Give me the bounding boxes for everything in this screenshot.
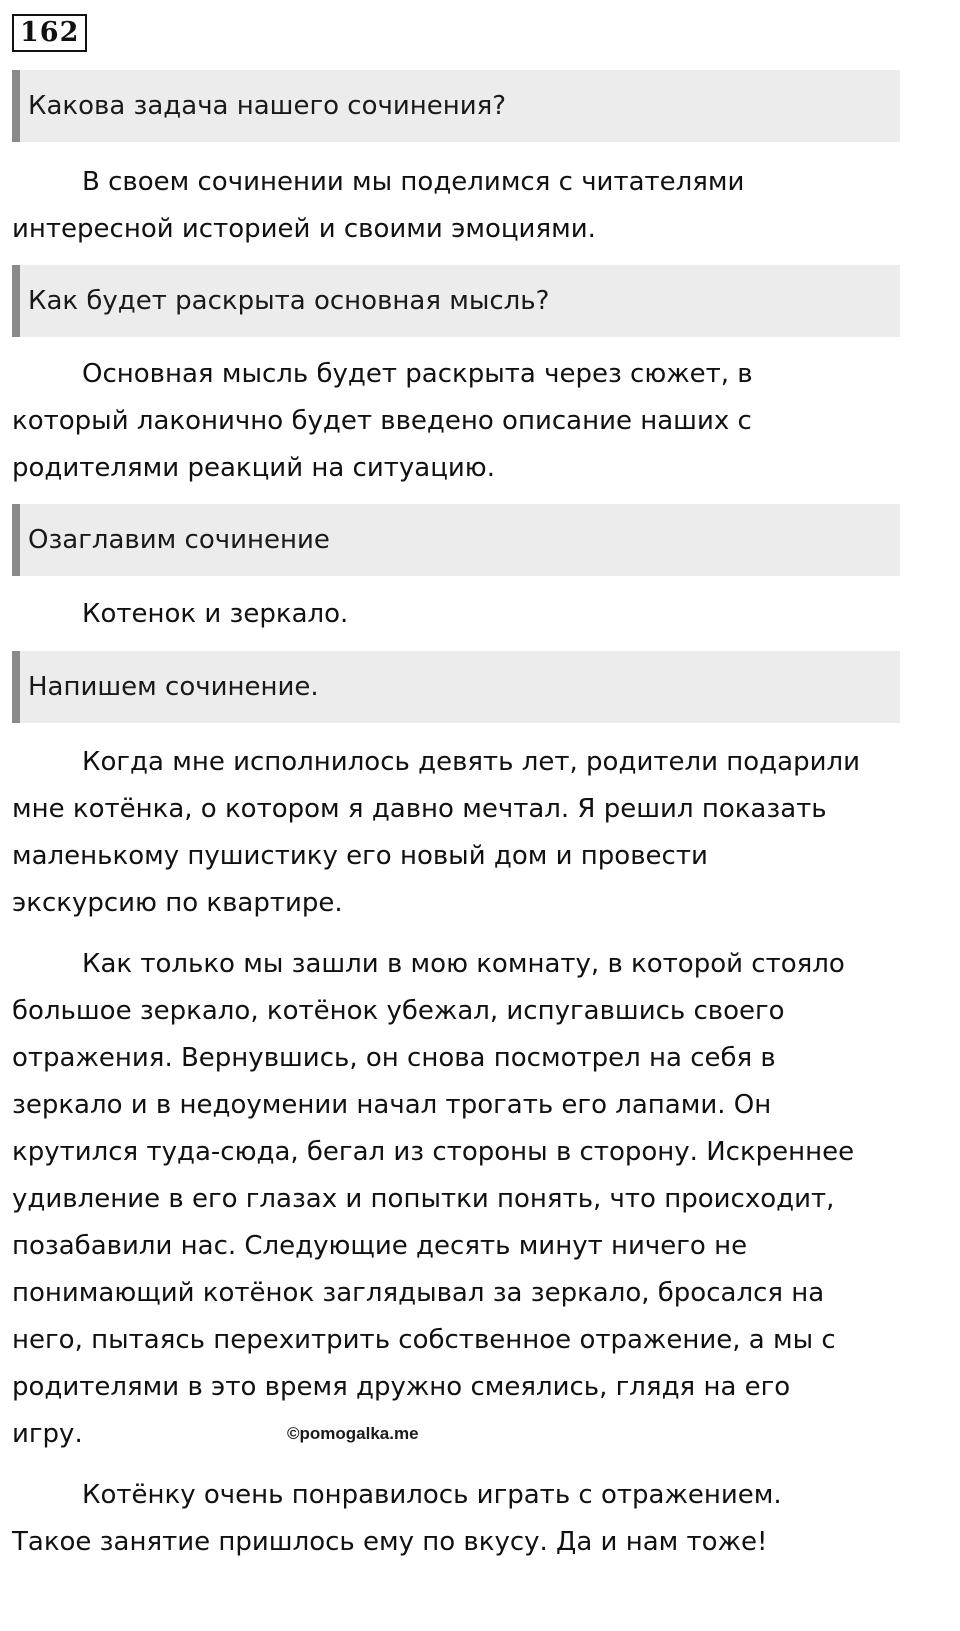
text-line: интересной историей и своими эмоциями. <box>12 214 596 244</box>
essay-paragraph-1 <box>12 739 907 927</box>
watermark: ©pomogalka.me <box>287 1424 419 1443</box>
text-line: большое зеркало, котёнок убежал, испугавшись своего <box>12 996 785 1026</box>
text-line: зеркало и в недоумении начал трогать его лапами. Он <box>12 1090 772 1120</box>
text-line: В своем сочинении мы поделимся с читателями <box>82 167 745 197</box>
text-line: родителями в это время дружно смеялись, глядя на его <box>12 1372 791 1402</box>
essay-paragraph-2 <box>12 941 907 1458</box>
question-essay: Напишем сочинение. <box>28 672 319 702</box>
text-line: Котенок и зеркало. <box>82 599 349 629</box>
text-line: Котёнку очень понравилось играть с отражением. <box>82 1480 782 1510</box>
text-line: родителями реакций на ситуацию. <box>12 453 495 483</box>
answer-main-idea <box>12 351 907 492</box>
essay-paragraph-3 <box>12 1472 907 1566</box>
question-block-title <box>12 504 900 576</box>
text-line: отражения. Вернувшись, он снова посмотрел на себя в <box>12 1043 776 1073</box>
question-block-task <box>12 70 900 142</box>
text-line: понимающий котёнок заглядывал за зеркало, бросался на <box>12 1278 825 1308</box>
text-line: крутился туда-сюда, бегал из стороны в сторону. Искреннее <box>12 1137 855 1167</box>
task-number-badge: 162 <box>12 14 87 52</box>
text-line: маленькому пушистику его новый дом и провести <box>12 841 708 871</box>
text-line: позабавили нас. Следующие десять минут ничего не <box>12 1231 748 1261</box>
question-block-main-idea <box>12 265 900 337</box>
question-title: Озаглавим сочинение <box>28 525 330 555</box>
text-line: Такое занятие пришлось ему по вкусу. Да и нам тоже! <box>12 1527 768 1557</box>
question-main-idea: Как будет раскрыта основная мысль? <box>28 286 550 316</box>
text-line: Основная мысль будет раскрыта через сюжет, в <box>82 359 753 389</box>
answer-task <box>12 159 907 253</box>
text-line: Как только мы зашли в мою комнату, в которой стояло <box>82 949 845 979</box>
text-line: экскурсию по квартире. <box>12 888 343 918</box>
text-line: мне котёнка, о котором я давно мечтал. Я решил показать <box>12 794 827 824</box>
answer-title <box>12 591 907 638</box>
question-block-essay <box>12 651 900 723</box>
text-line: игру. <box>12 1419 83 1449</box>
question-task: Какова задача нашего сочинения? <box>28 91 507 121</box>
text-line: удивление в его глазах и попытки понять, что происходит, <box>12 1184 835 1214</box>
text-line: который лаконично будет введено описание наших с <box>12 406 752 436</box>
text-line: него, пытаясь перехитрить собственное отражение, а мы с <box>12 1325 836 1355</box>
text-line: Когда мне исполнилось девять лет, родители подарили <box>82 747 860 777</box>
